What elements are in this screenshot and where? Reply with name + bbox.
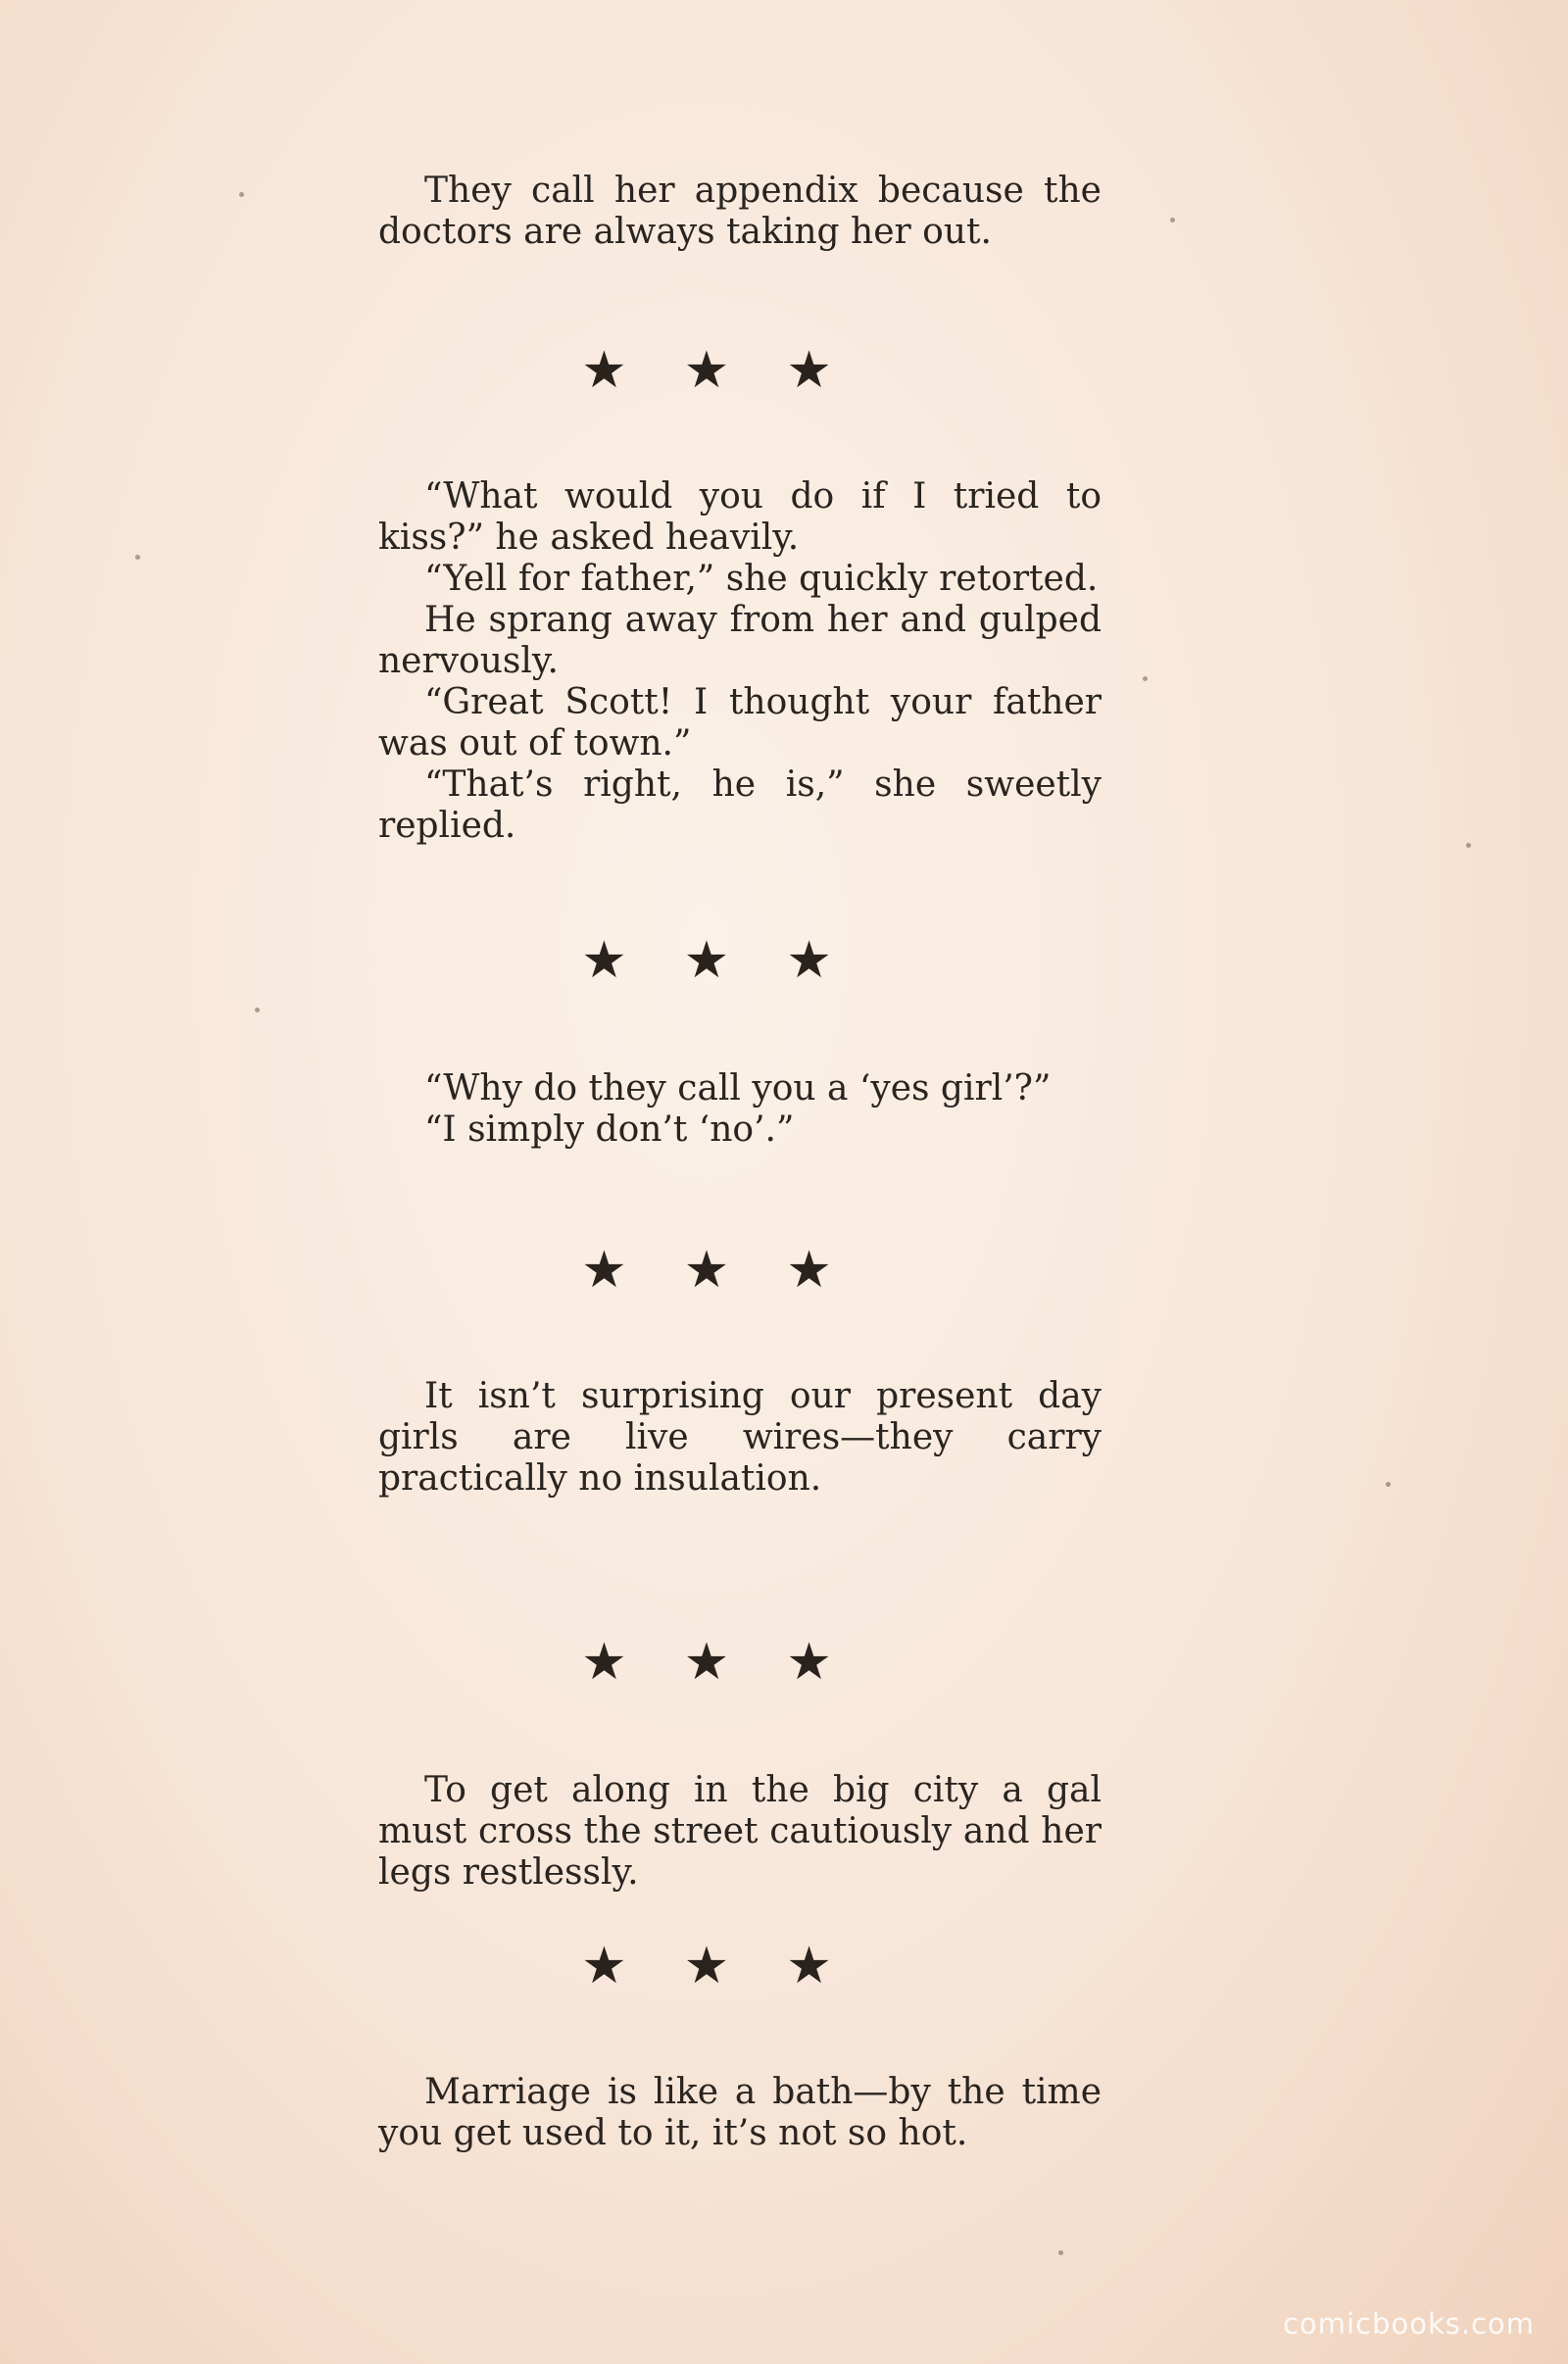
- paper-speck: [1466, 843, 1471, 848]
- joke-2-paragraph-5: “That’s right, he is,” she sweetly replied.: [378, 764, 1102, 846]
- paper-speck: [1058, 2250, 1063, 2255]
- joke-2-paragraph-1: “What would you do if I tried to kiss?” he asked heavily.: [378, 476, 1102, 558]
- star-separator-1: ★★★: [581, 341, 889, 400]
- joke-6-paragraph-1: Marriage is like a bath—by the time you get used to it, it’s not so hot.: [378, 2072, 1102, 2153]
- star-separator-5: ★★★: [581, 1937, 889, 1995]
- joke-2: [378, 476, 1102, 847]
- joke-4: [378, 1376, 1102, 1500]
- star-separator-4: ★★★: [581, 1633, 889, 1692]
- star-separator-2: ★★★: [581, 931, 889, 990]
- joke-2-paragraph-2: “Yell for father,” she quickly retorted.: [424, 559, 1099, 599]
- joke-4-paragraph-1: It isn’t surprising our present day girls are live wires—they carry practically no insulation.: [378, 1376, 1102, 1499]
- joke-2-paragraph-3: He sprang away from her and gulped nervously.: [378, 600, 1102, 681]
- paper-speck: [135, 555, 140, 560]
- joke-1-paragraph-1: They call her appendix because the doctors are always taking her out.: [378, 171, 1102, 252]
- watermark: comicbooks.com: [1283, 2307, 1535, 2340]
- paper-speck: [1143, 676, 1148, 681]
- paper-speck: [239, 192, 244, 197]
- joke-6: [378, 2072, 1102, 2154]
- joke-3: [378, 1068, 1102, 1151]
- star-separator-3: ★★★: [581, 1241, 889, 1300]
- joke-5: [378, 1770, 1102, 1894]
- joke-5-paragraph-1: To get along in the big city a gal must cross the street cautiously and her legs restlessly.: [378, 1770, 1102, 1893]
- paper-speck: [1386, 1482, 1391, 1487]
- paper-speck: [255, 1008, 260, 1012]
- joke-2-paragraph-4: “Great Scott! I thought your father was out of town.”: [378, 682, 1102, 763]
- joke-1: [378, 171, 1102, 253]
- joke-3-paragraph-1: “Why do they call you a ‘yes girl’?”: [424, 1068, 1052, 1108]
- paper-speck: [1170, 218, 1175, 222]
- joke-3-paragraph-2: “I simply don’t ‘no’.”: [424, 1109, 795, 1150]
